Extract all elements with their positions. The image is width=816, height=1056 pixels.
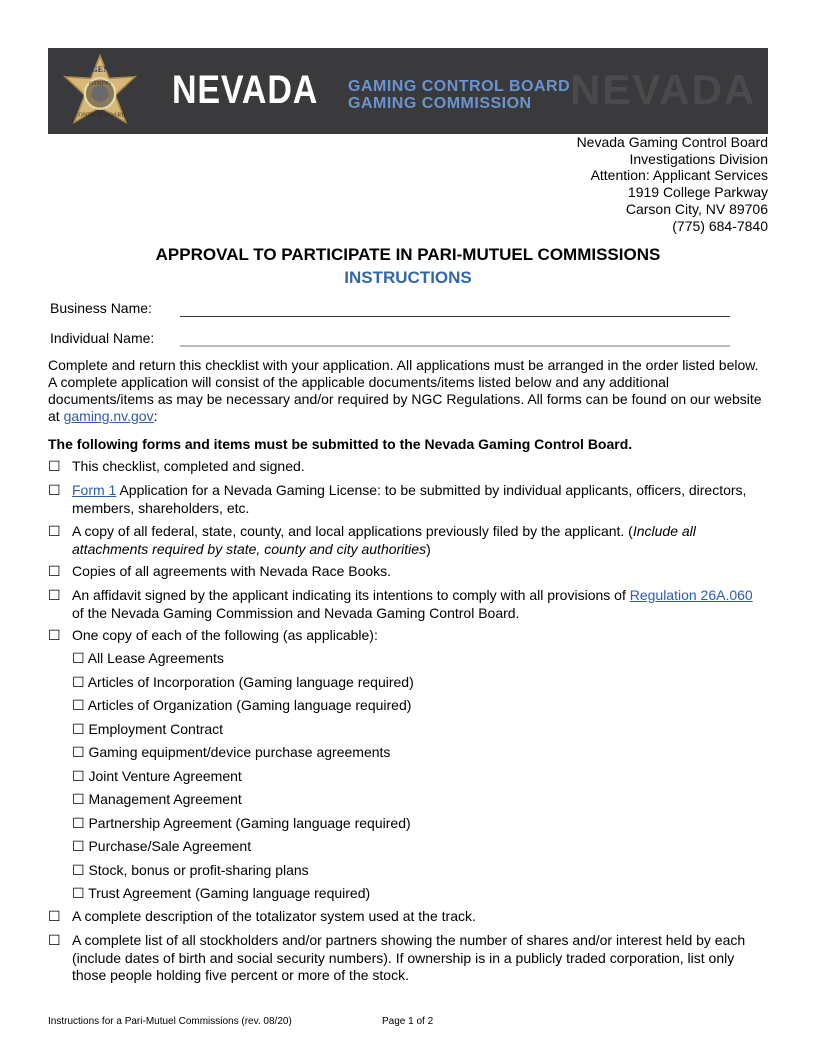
item-text-italic: Include all attachments required by state, county and city authorities bbox=[72, 523, 696, 557]
page-title: APPROVAL TO PARTICIPATE IN PARI-MUTUEL COMMISSIONS bbox=[155, 245, 661, 264]
checkbox[interactable]: ☐ bbox=[48, 932, 61, 948]
checkbox[interactable]: ☐ bbox=[72, 838, 85, 854]
sub-checklist-item[interactable] bbox=[72, 697, 411, 714]
item-text-body: A copy of all federal, state, county, and local applications previously filed by the applicant. ( bbox=[72, 523, 633, 539]
item-text: One copy of each of the following (as applicable): bbox=[72, 627, 378, 643]
nevada-wordmark: NEVADA bbox=[172, 68, 319, 112]
checklist-item bbox=[48, 482, 763, 517]
intro-end: : bbox=[153, 408, 158, 424]
sub-item-text: Joint Venture Agreement bbox=[88, 768, 242, 784]
sub-checklist-item[interactable] bbox=[72, 862, 309, 879]
checklist-item bbox=[48, 563, 763, 581]
checkbox[interactable]: ☐ bbox=[48, 908, 61, 924]
checkbox[interactable]: ☐ bbox=[72, 650, 85, 666]
checkbox[interactable]: ☐ bbox=[48, 482, 61, 498]
sub-checklist-item[interactable] bbox=[72, 744, 390, 761]
checkbox[interactable]: ☐ bbox=[72, 791, 85, 807]
sub-checklist-item[interactable] bbox=[72, 721, 223, 738]
address-line: 1919 College Parkway bbox=[627, 184, 768, 201]
checkbox[interactable]: ☐ bbox=[72, 815, 85, 831]
checkbox[interactable]: ☐ bbox=[72, 744, 85, 760]
address-line: Attention: Applicant Services bbox=[590, 167, 768, 184]
item-text bbox=[72, 482, 763, 517]
checklist-item bbox=[48, 627, 763, 645]
sub-checklist-item[interactable] bbox=[72, 838, 251, 855]
sub-checklist-item[interactable] bbox=[72, 791, 242, 808]
checkbox[interactable]: ☐ bbox=[48, 563, 61, 579]
agency-line-2: GAMING COMMISSION bbox=[348, 95, 532, 112]
form-1-link[interactable]: Form 1 bbox=[72, 482, 117, 498]
banner-watermark: NEVADA bbox=[570, 66, 757, 113]
address-line: Nevada Gaming Control Board bbox=[576, 134, 768, 150]
item-text: A complete description of the totalizator system used at the track. bbox=[72, 908, 476, 924]
item-text bbox=[72, 523, 763, 558]
address-line: Carson City, NV 89706 bbox=[625, 200, 768, 217]
sub-item-text: Employment Contract bbox=[88, 721, 224, 737]
sub-item-text: Stock, bonus or profit-sharing plans bbox=[88, 862, 309, 878]
agent-badge-logo bbox=[62, 54, 138, 130]
sub-checklist-item[interactable] bbox=[72, 650, 224, 667]
sub-item-text: Gaming equipment/device purchase agreements bbox=[88, 744, 391, 760]
badge-text-agent: AGENT bbox=[85, 65, 115, 75]
checkbox[interactable]: ☐ bbox=[72, 885, 85, 901]
sub-item-text: Articles of Incorporation (Gaming language required) bbox=[87, 674, 414, 690]
item-text-end: of the Nevada Gaming Commission and Nevada Gaming Control Board. bbox=[72, 604, 520, 621]
business-name-label: Business Name: bbox=[50, 300, 152, 316]
agency-line-1: GAMING CONTROL BOARD bbox=[348, 78, 571, 95]
sub-item-text: Purchase/Sale Agreement bbox=[88, 838, 252, 854]
sub-item-text: Management Agreement bbox=[88, 791, 242, 807]
sub-item-text: All Lease Agreements bbox=[87, 650, 224, 666]
sub-item-text: Partnership Agreement (Gaming language required) bbox=[88, 815, 411, 831]
item-text-body: Application for a Nevada Gaming License: to be submitted by individual applicants, officers, directors, members, shareholders, etc. bbox=[72, 482, 747, 516]
checklist-item bbox=[48, 932, 763, 985]
checkbox[interactable]: ☐ bbox=[48, 587, 61, 603]
regulation-link[interactable]: Regulation 26A.060 bbox=[629, 587, 753, 603]
checkbox[interactable]: ☐ bbox=[72, 768, 85, 784]
checkbox[interactable]: ☐ bbox=[48, 523, 61, 539]
sub-checklist-item[interactable] bbox=[72, 768, 242, 785]
intro-text: Complete and return this checklist with your application. All applications must be arranged in the order listed below. A complete application will consist of the applicable documents/items listed below and any additional documents/items as may be necessary and/or required by NGC Regulations. All forms can be found on our website at bbox=[48, 357, 762, 424]
sub-checklist-item[interactable] bbox=[72, 674, 414, 691]
individual-name-field[interactable] bbox=[180, 345, 730, 347]
checkbox[interactable]: ☐ bbox=[72, 721, 85, 737]
checkbox[interactable]: ☐ bbox=[72, 674, 85, 690]
mailing-address bbox=[577, 134, 768, 234]
business-name-field[interactable] bbox=[180, 316, 730, 317]
checklist-item bbox=[48, 458, 763, 476]
badge-text-gaming: GAMING bbox=[89, 80, 111, 87]
individual-name-label: Individual Name: bbox=[50, 330, 155, 346]
sub-item-text: Articles of Organization (Gaming language required) bbox=[87, 697, 412, 713]
item-text bbox=[72, 587, 763, 622]
sub-item-text: Trust Agreement (Gaming language required) bbox=[88, 885, 371, 901]
checkbox[interactable]: ☐ bbox=[48, 458, 61, 474]
checkbox[interactable]: ☐ bbox=[72, 862, 85, 878]
address-line: (775) 684-7840 bbox=[672, 217, 768, 234]
item-text-end: ) bbox=[426, 540, 431, 557]
address-line: Investigations Division bbox=[629, 150, 768, 167]
footer-form-title: Instructions for a Pari-Mutuel Commissions (rev. 08/20) bbox=[48, 1016, 292, 1027]
page-subtitle: INSTRUCTIONS bbox=[344, 268, 472, 287]
header-banner bbox=[48, 48, 768, 134]
item-text: Copies of all agreements with Nevada Race Books. bbox=[72, 563, 392, 579]
badge-text-control-board: CONTROL BOARD bbox=[74, 112, 126, 119]
intro-paragraph bbox=[48, 357, 768, 425]
item-text: This checklist, completed and signed. bbox=[72, 458, 305, 474]
footer-page-number: Page 1 of 2 bbox=[382, 1016, 434, 1027]
sub-checklist-item[interactable] bbox=[72, 815, 411, 832]
checklist-item bbox=[48, 908, 763, 926]
checkbox[interactable]: ☐ bbox=[48, 627, 61, 643]
checklist-item bbox=[48, 523, 763, 558]
agency-names bbox=[348, 78, 570, 112]
website-link[interactable]: gaming.nv.gov bbox=[63, 408, 154, 424]
item-text-body: An affidavit signed by the applicant indicating its intentions to comply with all provisions of bbox=[72, 587, 630, 603]
section-heading: The following forms and items must be submitted to the Nevada Gaming Control Board. bbox=[48, 436, 633, 452]
sub-checklist-item[interactable] bbox=[72, 885, 370, 902]
checklist-item bbox=[48, 587, 763, 622]
checkbox[interactable]: ☐ bbox=[72, 697, 85, 713]
item-text: A complete list of all stockholders and/or partners showing the number of shares and/or interest held by each (include dates of birth and social security numbers). If ownership is in a publicly traded corporation, list only those people holding five percent or more of the stock. bbox=[72, 932, 746, 983]
